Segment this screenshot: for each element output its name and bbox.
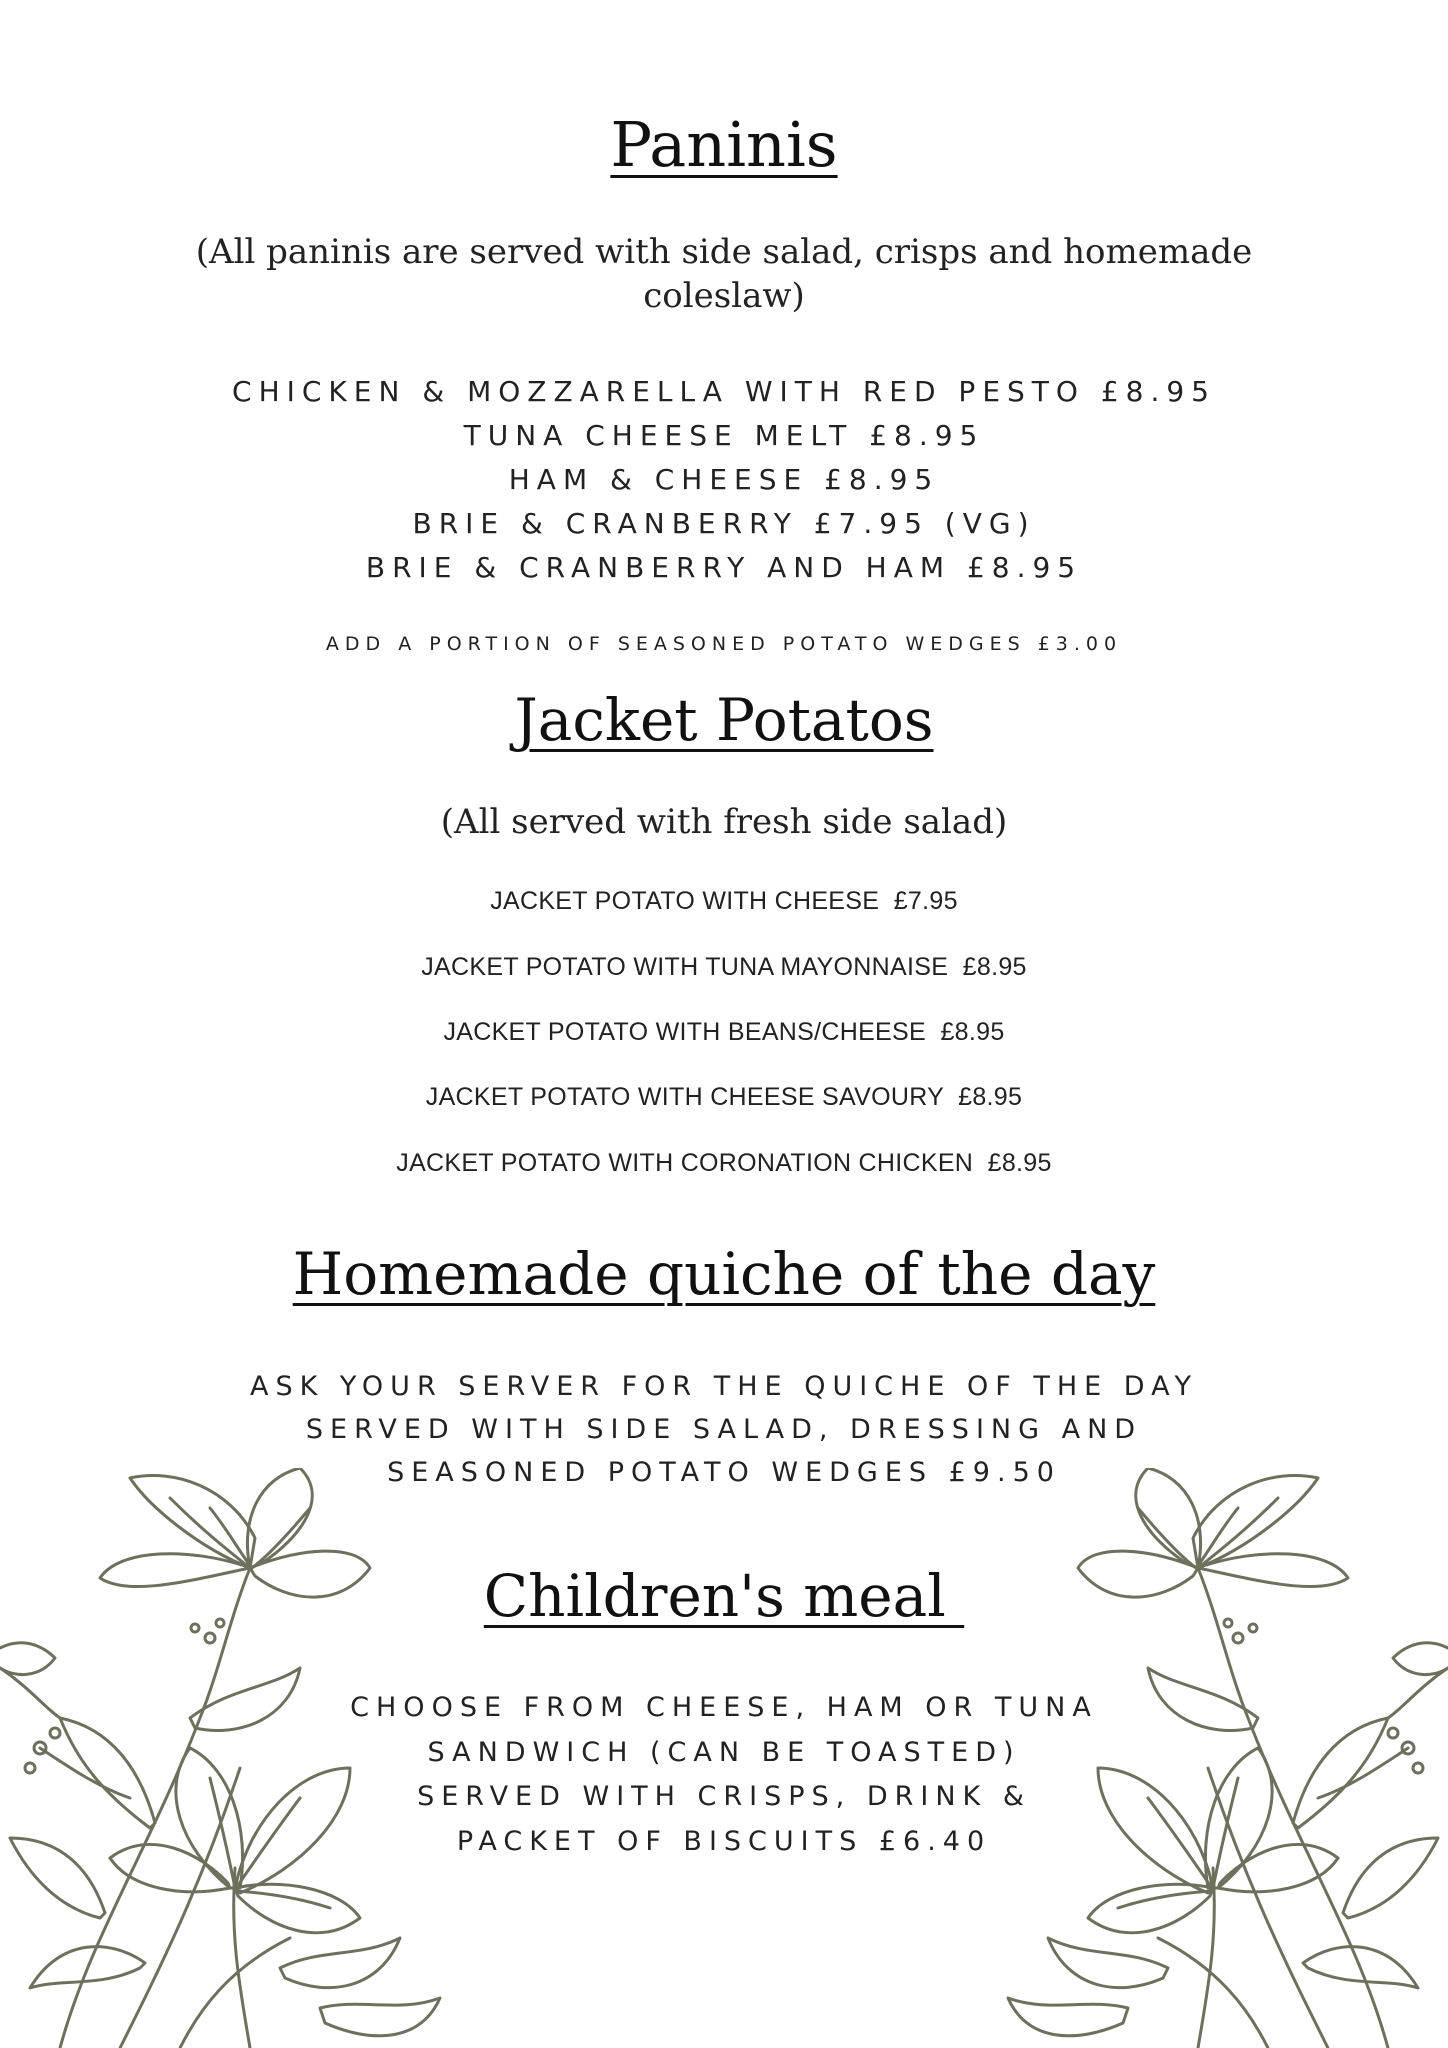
- paninis-note: (All paninis are served with side salad, crisps and homemade coleslaw): [195, 232, 1253, 316]
- children-description: [0, 1686, 1448, 1864]
- jacket-item: JACKET POTATO WITH CHEESE SAVOURY £8.95: [425, 1083, 1023, 1111]
- jacket-item: JACKET POTATO WITH TUNA MAYONNAISE £8.95: [421, 953, 1027, 981]
- children-line: PACKET OF BISCUITS £6.40: [456, 1825, 992, 1857]
- panini-item: BRIE & CRANBERRY AND HAM £8.95: [365, 551, 1083, 584]
- quiche-line: SERVED WITH SIDE SALAD, DRESSING AND: [305, 1414, 1143, 1445]
- panini-item: CHICKEN & MOZZARELLA WITH RED PESTO £8.95: [232, 375, 1216, 408]
- children-line: CHOOSE FROM CHEESE, HAM OR TUNA: [350, 1692, 1098, 1723]
- quiche-description: [0, 1365, 1448, 1494]
- children-line: SERVED WITH CRISPS, DRINK &: [417, 1781, 1031, 1812]
- children-title: Children's meal: [483, 1562, 965, 1630]
- quiche-line: SEASONED POTATO WEDGES £9.50: [387, 1457, 1061, 1488]
- jacket-item: JACKET POTATO WITH CORONATION CHICKEN £8.95: [396, 1149, 1052, 1177]
- jacket-title: Jacket Potatos: [514, 686, 934, 754]
- paninis-items: [0, 370, 1448, 590]
- panini-item: BRIE & CRANBERRY £7.95 (VG): [412, 507, 1036, 540]
- children-line: SANDWICH (CAN BE TOASTED): [427, 1736, 1021, 1768]
- paninis-addon: ADD A PORTION OF SEASONED POTATO WEDGES £3.00: [325, 633, 1123, 655]
- paninis-title: Paninis: [610, 108, 838, 181]
- jacket-item: JACKET POTATO WITH CHEESE £7.95: [490, 887, 958, 915]
- jacket-note: (All served with fresh side salad): [440, 802, 1008, 842]
- quiche-title: Homemade quiche of the day: [292, 1240, 1156, 1308]
- quiche-line: ASK YOUR SERVER FOR THE QUICHE OF THE DAY: [250, 1371, 1198, 1402]
- panini-item: HAM & CHEESE £8.95: [508, 463, 940, 496]
- jacket-item: JACKET POTATO WITH BEANS/CHEESE £8.95: [443, 1018, 1005, 1046]
- panini-item: TUNA CHEESE MELT £8.95: [463, 419, 985, 452]
